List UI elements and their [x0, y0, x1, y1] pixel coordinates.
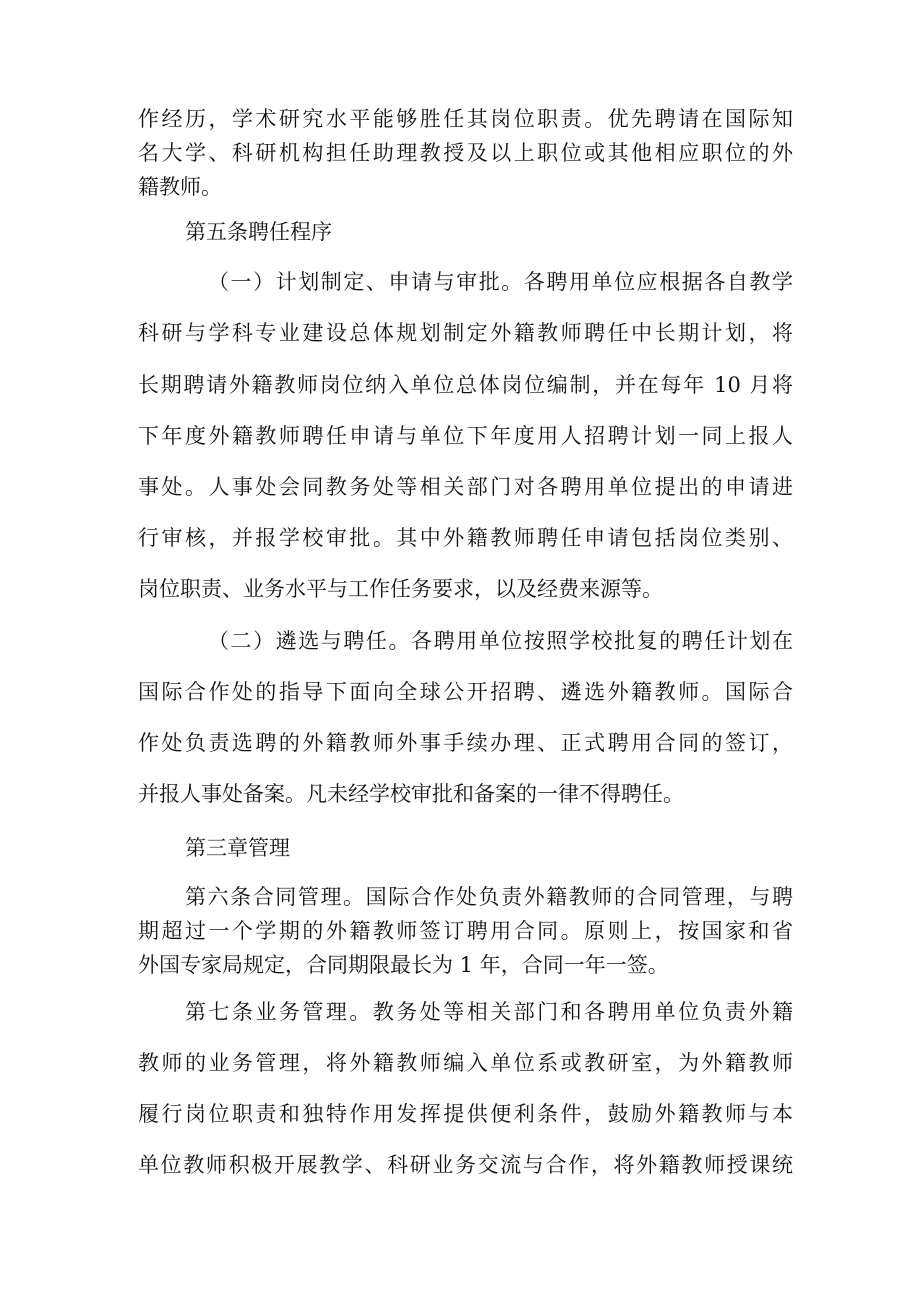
paragraph-2-line-3: 长期聘请外籍教师岗位纳入单位总体岗位编制，并在每年 10 月将	[138, 373, 793, 397]
paragraph-5-line-4: 单位教师积极开展教学、科研业务交流与合作，将外籍教师授课统	[138, 1153, 793, 1177]
paragraph-1-line-3: 籍教师。	[138, 175, 222, 199]
paragraph-5-line-1: 第七条业务管理。教务处等相关部门和各聘用单位负责外籍	[185, 1000, 793, 1024]
paragraph-3-line-1: （二）遴选与聘任。各聘用单位按照学校批复的聘任计划在	[208, 629, 793, 653]
paragraph-2-line-6: 行审核，并报学校审批。其中外籍教师聘任申请包括岗位类别、	[138, 526, 793, 550]
paragraph-2-line-5: 事处。人事处会同教务处等相关部门对各聘用单位提出的申请进	[138, 475, 793, 499]
paragraph-1-line-1: 作经历，学术研究水平能够胜任其岗位职责。优先聘请在国际知	[138, 107, 793, 131]
paragraph-4-line-2: 期超过一个学期的外籍教师签订聘用合同。原则上，按国家和省	[138, 919, 793, 943]
paragraph-1-line-2: 名大学、科研机构担任助理教授及以上职位或其他相应职位的外	[138, 141, 793, 165]
paragraph-4-line-1: 第六条合同管理。国际合作处负责外籍教师的合同管理，与聘	[185, 885, 793, 909]
paragraph-3-line-4: 并报人事处备案。凡未经学校审批和备案的一律不得聘任。	[138, 782, 684, 806]
paragraph-5-line-3: 履行岗位职责和独特作用发挥提供便利条件，鼓励外籍教师与本	[138, 1102, 793, 1126]
paragraph-4-line-3: 外国专家局规定，合同期限最长为 1 年，合同一年一签。	[138, 953, 669, 977]
paragraph-5-line-2: 教师的业务管理，将外籍教师编入单位系或教研室，为外籍教师	[138, 1051, 793, 1075]
paragraph-2-line-4: 下年度外籍教师聘任申请与单位下年度用人招聘计划一同上报人	[138, 424, 793, 448]
section-heading-article-5: 第五条聘任程序	[185, 220, 332, 244]
paragraph-2-line-7: 岗位职责、业务水平与工作任务要求，以及经费来源等。	[138, 577, 663, 601]
paragraph-3-line-3: 作处负责选聘的外籍教师外事手续办理、正式聘用合同的签订，	[138, 731, 793, 755]
paragraph-3-line-2: 国际合作处的指导下面向全球公开招聘、遴选外籍教师。国际合	[138, 680, 793, 704]
chapter-heading-management: 第三章管理	[185, 836, 290, 860]
paragraph-2-line-1: （一）计划制定、申请与审批。各聘用单位应根据各自教学	[208, 270, 793, 294]
paragraph-2-line-2: 科研与学科专业建设总体规划制定外籍教师聘任中长期计划，将	[138, 321, 793, 345]
